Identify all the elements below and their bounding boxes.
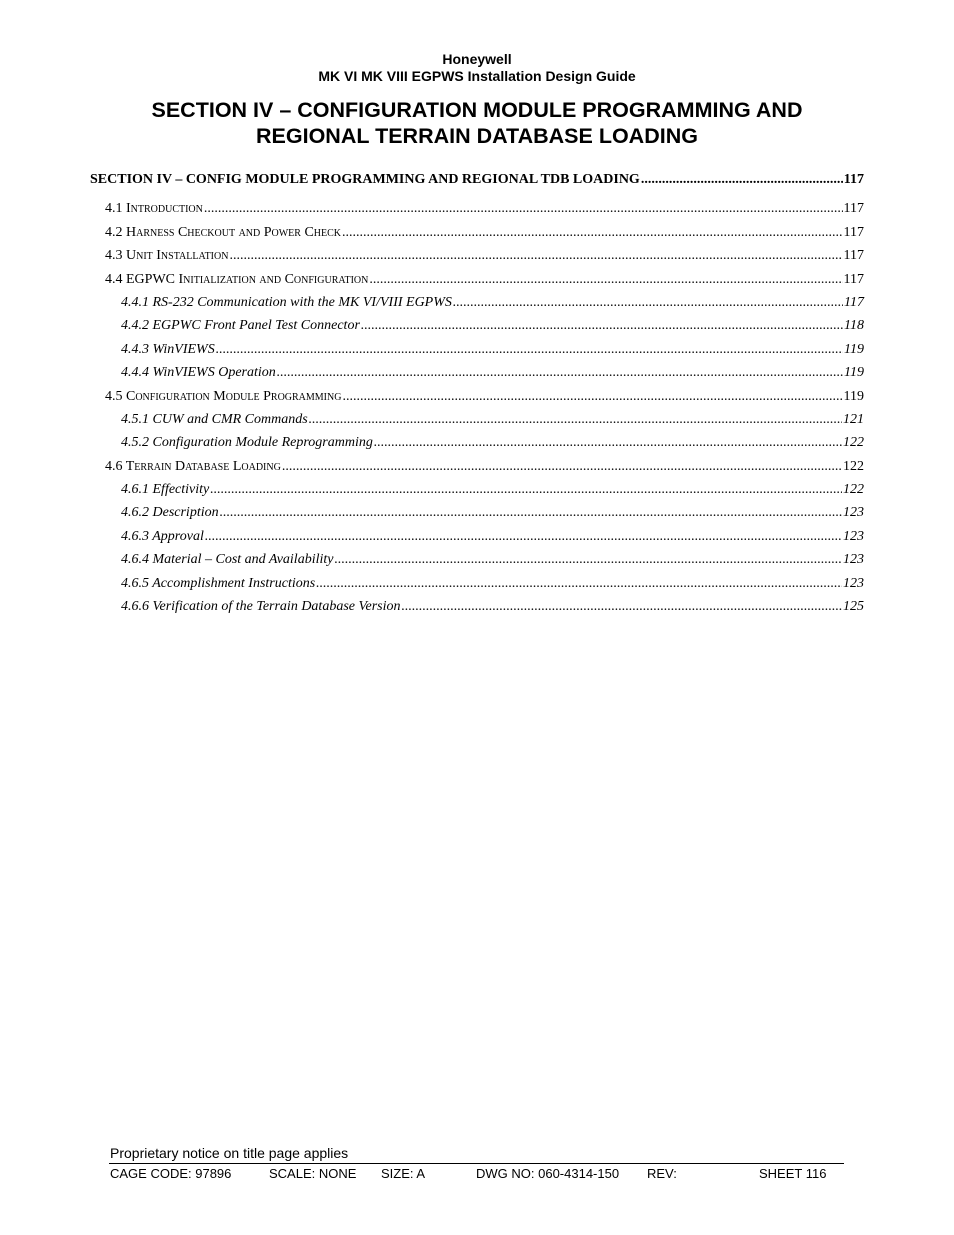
footer-divider <box>109 1163 844 1164</box>
toc-page-number: 123 <box>843 505 864 520</box>
toc-label: 4.6.5 Accomplishment Instructions <box>121 576 316 591</box>
toc-entry-4-4-4[interactable] <box>121 365 864 381</box>
toc-page-number: 117 <box>843 272 864 287</box>
toc-entry-4-6-2[interactable] <box>121 505 864 521</box>
toc-page-number: 117 <box>843 248 864 263</box>
toc-leader <box>374 435 842 451</box>
toc-page-number: 123 <box>843 576 864 591</box>
toc-entry-4-4-1[interactable] <box>121 295 864 311</box>
toc-leader <box>216 342 843 358</box>
toc-label: 4.1 Introduction <box>105 201 203 216</box>
toc-entry-4-6-5[interactable] <box>121 576 864 592</box>
toc-label: 4.6.3 Approval <box>121 529 204 544</box>
toc-label: 4.4.4 WinVIEWS Operation <box>121 365 276 380</box>
toc-label: 4.5 Configuration Module Programming <box>105 389 342 404</box>
toc-page-number: 122 <box>843 459 864 474</box>
toc-label: 4.6.6 Verification of the Terrain Database Version <box>121 599 401 614</box>
proprietary-notice: Proprietary notice on title page applies <box>110 1145 349 1161</box>
toc-page-number: 122 <box>843 435 864 450</box>
toc-leader <box>204 201 843 217</box>
toc-page-number: 117 <box>844 295 864 310</box>
document-title: MK VI MK VIII EGPWS Installation Design Guide <box>318 68 636 84</box>
section-title-line-1: SECTION IV – CONFIGURATION MODULE PROGRAMMING AND <box>151 98 803 122</box>
toc-leader <box>342 225 843 241</box>
footer-info-bar <box>110 1166 844 1184</box>
toc-leader <box>205 529 842 545</box>
toc-page-number: 119 <box>844 365 864 380</box>
sheet-number: SHEET 116 <box>759 1166 827 1181</box>
toc-leader <box>361 318 843 334</box>
toc-page-number: 125 <box>843 599 864 614</box>
toc-entry-4-6-1[interactable] <box>121 482 864 498</box>
toc-entry-section-iv[interactable] <box>90 172 864 188</box>
toc-leader <box>220 505 842 521</box>
toc-entry-4-6-3[interactable] <box>121 529 864 545</box>
section-title-line-2: REGIONAL TERRAIN DATABASE LOADING <box>256 124 698 148</box>
cage-code: CAGE CODE: 97896 <box>110 1166 232 1181</box>
toc-label: 4.2 Harness Checkout and Power Check <box>105 225 342 240</box>
toc-leader <box>641 172 843 188</box>
toc-page-number: 119 <box>843 389 864 404</box>
toc-label: 4.4.1 RS-232 Communication with the MK VI/VIII EGPWS <box>121 295 452 310</box>
toc-label: 4.6.4 Material – Cost and Availability <box>121 552 334 567</box>
toc-leader <box>282 459 842 475</box>
toc-leader <box>342 389 842 405</box>
toc-page-number: 119 <box>844 342 864 357</box>
toc-page-number: 117 <box>843 201 864 216</box>
toc-label: 4.6.2 Description <box>121 505 219 520</box>
document-header <box>0 51 954 85</box>
toc-entry-4-6-6[interactable] <box>121 599 864 615</box>
toc-leader <box>401 599 842 615</box>
toc-label: 4.5.2 Configuration Module Reprogramming <box>121 435 373 450</box>
toc-leader <box>453 295 843 311</box>
toc-entry-4-6-4[interactable] <box>121 552 864 568</box>
scale: SCALE: NONE <box>269 1166 357 1181</box>
toc-label: 4.3 Unit Installation <box>105 248 229 263</box>
toc-entry-4-2[interactable] <box>105 225 864 241</box>
toc-entry-4-5[interactable] <box>105 389 864 405</box>
toc-label: 4.4.3 WinVIEWS <box>121 342 215 357</box>
toc-leader <box>210 482 842 498</box>
toc-entry-4-4[interactable] <box>105 272 864 288</box>
toc-leader <box>369 272 842 288</box>
toc-leader <box>309 412 842 428</box>
toc-label: 4.6 Terrain Database Loading <box>105 459 281 474</box>
toc-page-number: 118 <box>844 318 864 333</box>
toc-leader <box>229 248 842 264</box>
toc-label: SECTION IV – CONFIG MODULE PROGRAMMING AND REGIONAL TDB LOADING <box>90 172 640 187</box>
toc-page-number: 123 <box>843 552 864 567</box>
toc-label: 4.4 EGPWC Initialization and Configuration <box>105 272 369 287</box>
toc-entry-4-4-2[interactable] <box>121 318 864 334</box>
toc-entry-4-5-1[interactable] <box>121 412 864 428</box>
toc-leader <box>277 365 843 381</box>
toc-label: 4.5.1 CUW and CMR Commands <box>121 412 308 427</box>
toc-entry-4-4-3[interactable] <box>121 342 864 358</box>
toc-entry-4-5-2[interactable] <box>121 435 864 451</box>
toc-entry-4-3[interactable] <box>105 248 864 264</box>
toc-page-number: 123 <box>843 529 864 544</box>
toc-entry-4-1[interactable] <box>105 201 864 217</box>
drawing-number: DWG NO: 060-4314-150 <box>476 1166 620 1181</box>
toc-page-number: 121 <box>843 412 864 427</box>
toc-leader <box>334 552 842 568</box>
toc-entry-4-6[interactable] <box>105 459 864 475</box>
toc-page-number: 117 <box>843 172 864 187</box>
paper-size: SIZE: A <box>381 1166 426 1181</box>
toc-page-number: 122 <box>843 482 864 497</box>
toc-leader <box>316 576 842 592</box>
revision: REV: <box>647 1166 677 1181</box>
toc-page-number: 117 <box>843 225 864 240</box>
company-name: Honeywell <box>442 51 512 67</box>
toc-label: 4.6.1 Effectivity <box>121 482 210 497</box>
toc-label: 4.4.2 EGPWC Front Panel Test Connector <box>121 318 360 333</box>
section-title <box>0 97 954 149</box>
